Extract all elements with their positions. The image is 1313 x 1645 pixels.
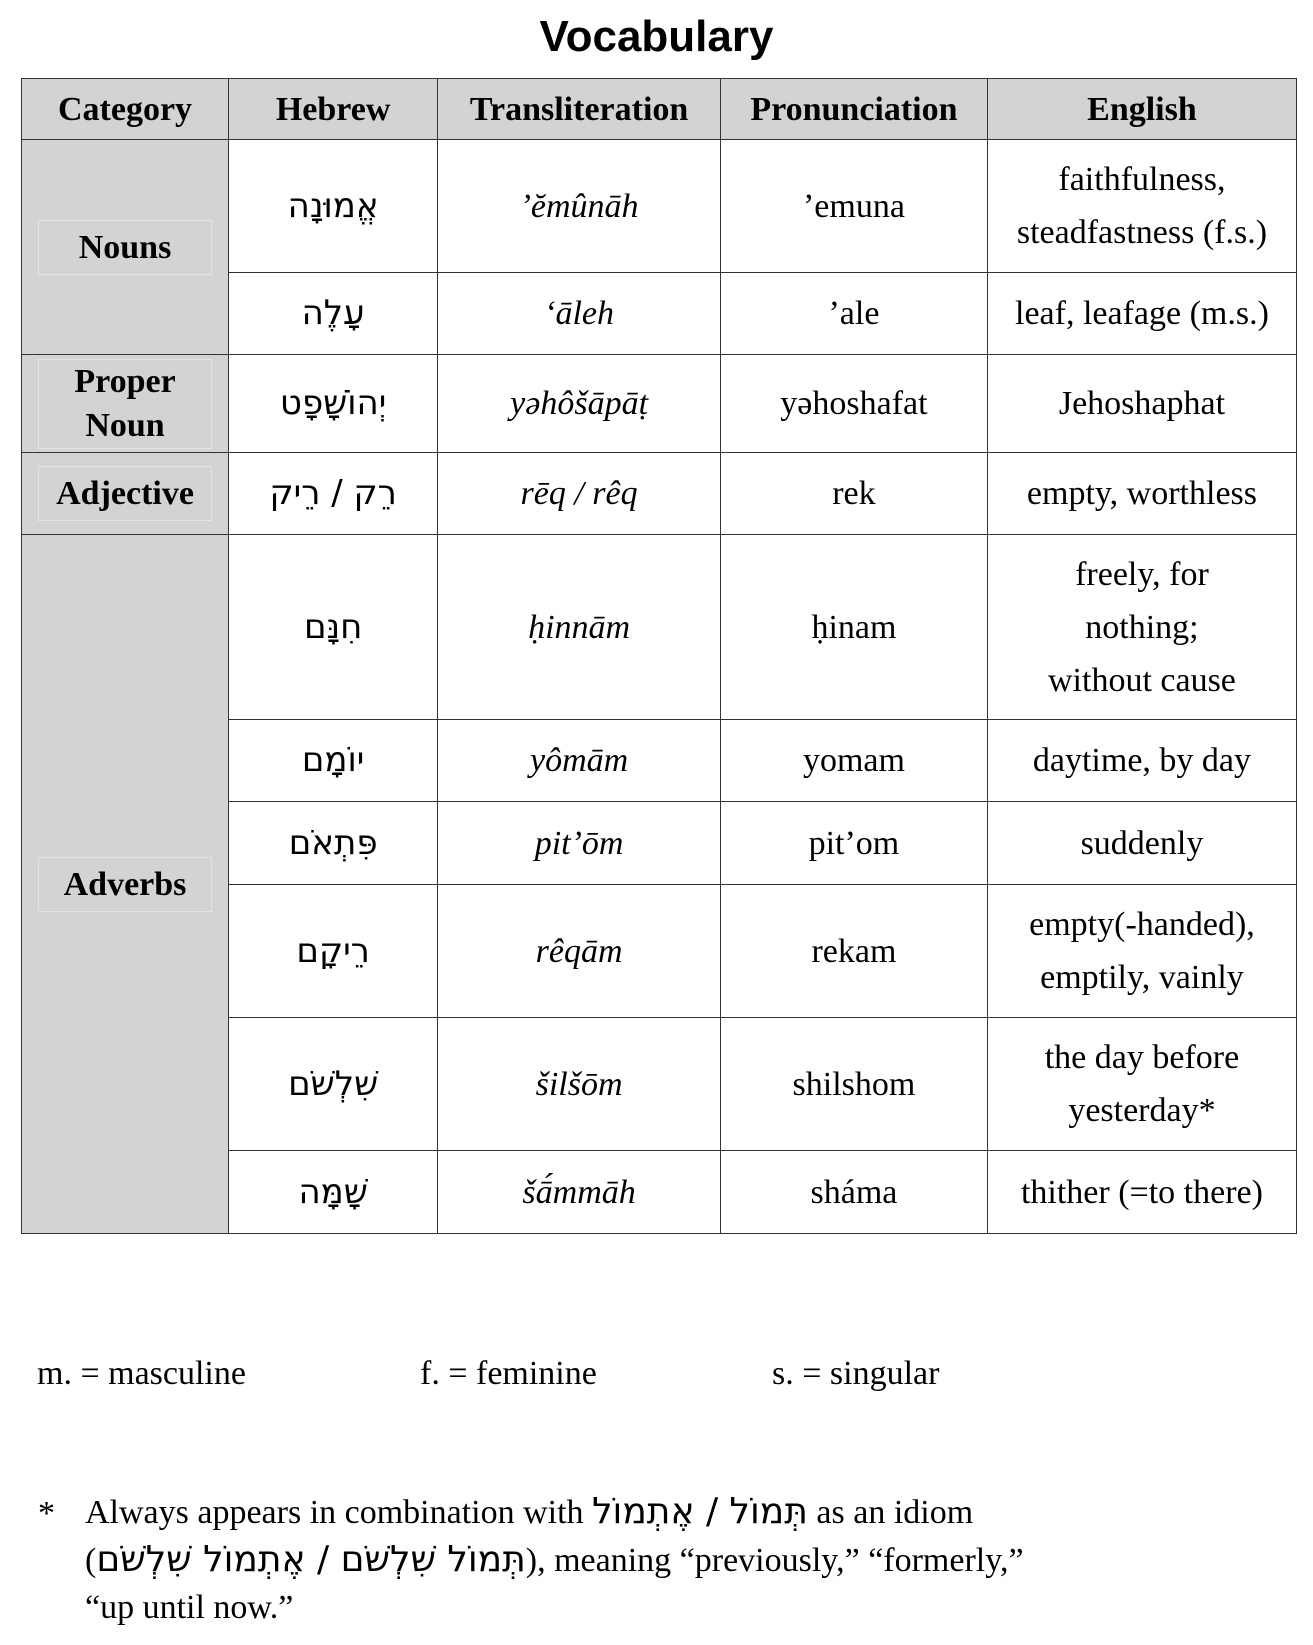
english-cell: empty, worthless bbox=[987, 453, 1296, 535]
category-adjective bbox=[22, 453, 229, 535]
english-cell: leaf, leafage (m.s.) bbox=[987, 273, 1296, 355]
header-transliteration: Transliteration bbox=[438, 79, 721, 140]
pronunciation-cell: rek bbox=[720, 453, 987, 535]
english-line: empty(-handed), bbox=[1029, 906, 1255, 943]
english-line: nothing; bbox=[1085, 608, 1199, 646]
hebrew-cell: יְהוֹשָׁפָט bbox=[229, 355, 438, 453]
english-line: yesterday* bbox=[1068, 1092, 1216, 1129]
transliteration-cell: ʼĕmûnāh bbox=[438, 140, 721, 273]
category-label-line: Noun bbox=[85, 406, 165, 444]
transliteration-cell: šilšōm bbox=[438, 1018, 721, 1151]
hebrew-cell: אֱמוּנָה bbox=[229, 140, 438, 273]
header-pronunciation: Pronunciation bbox=[720, 79, 987, 140]
legend-feminine: f. = feminine bbox=[420, 1355, 597, 1392]
hebrew-cell: שִׁלְשֹׁם bbox=[229, 1018, 438, 1151]
table-row bbox=[22, 355, 1297, 453]
transliteration-cell: šā́mmāh bbox=[438, 1151, 721, 1234]
table-row bbox=[22, 453, 1297, 535]
transliteration-cell: rēq / rêq bbox=[438, 453, 721, 535]
pronunciation-cell: yomam bbox=[720, 720, 987, 802]
transliteration-cell: yəhôšāpāṭ bbox=[438, 355, 721, 453]
english-line: without cause bbox=[1048, 661, 1236, 699]
footnote-text: ( bbox=[85, 1542, 97, 1579]
category-label: Adverbs bbox=[38, 857, 212, 912]
english-line: faithfulness, bbox=[1058, 161, 1226, 198]
hebrew-cell: פִּתְאֹם bbox=[229, 802, 438, 885]
category-nouns bbox=[22, 140, 229, 355]
transliteration-cell: rêqām bbox=[438, 885, 721, 1018]
english-cell bbox=[987, 140, 1296, 273]
transliteration-cell: ʻāleh bbox=[438, 273, 721, 355]
category-adverbs bbox=[22, 535, 229, 1234]
category-label: Adjective bbox=[38, 466, 212, 521]
legend-masculine: m. = masculine bbox=[37, 1355, 246, 1392]
english-cell: suddenly bbox=[987, 802, 1296, 885]
header-row bbox=[22, 79, 1297, 140]
header-category: Category bbox=[22, 79, 229, 140]
table-row bbox=[22, 535, 1297, 720]
transliteration-cell: yômām bbox=[438, 720, 721, 802]
pronunciation-cell: ʼemuna bbox=[720, 140, 987, 273]
english-cell: Jehoshaphat bbox=[987, 355, 1296, 453]
hebrew-cell: רֵק / רֵיק bbox=[229, 453, 438, 535]
english-cell bbox=[987, 885, 1296, 1018]
pronunciation-cell: ḥinam bbox=[720, 535, 987, 720]
hebrew-cell: עָלֶה bbox=[229, 273, 438, 355]
transliteration-cell: ḥinnām bbox=[438, 535, 721, 720]
english-cell: thither (=to there) bbox=[987, 1151, 1296, 1234]
footnote-hebrew: תְּמוֹל / אֶתְמוֹל bbox=[592, 1491, 808, 1532]
hebrew-cell: רֵיקָם bbox=[229, 885, 438, 1018]
header-hebrew: Hebrew bbox=[229, 79, 438, 140]
english-cell: daytime, by day bbox=[987, 720, 1296, 802]
english-line: steadfastness (f.s.) bbox=[1016, 214, 1268, 251]
pronunciation-cell: yəhoshafat bbox=[720, 355, 987, 453]
pronunciation-cell: ʼale bbox=[720, 273, 987, 355]
english-cell bbox=[987, 535, 1296, 720]
footnote-text: “up until now.” bbox=[85, 1589, 294, 1626]
footnote-text: ), meaning “previously,” “formerly,” bbox=[525, 1542, 1024, 1579]
category-label-line: Proper bbox=[74, 362, 176, 400]
footnote bbox=[85, 1488, 1265, 1631]
transliteration-cell: pitʼōm bbox=[438, 802, 721, 885]
pronunciation-cell: pitʼom bbox=[720, 802, 987, 885]
footnote-text: Always appears in combination with bbox=[85, 1494, 584, 1531]
pronunciation-cell: rekam bbox=[720, 885, 987, 1018]
english-line: freely, for bbox=[1075, 555, 1209, 593]
vocabulary-table bbox=[21, 78, 1297, 1234]
footnote-marker: * bbox=[38, 1495, 55, 1532]
table-row bbox=[22, 140, 1297, 273]
hebrew-cell: שָׁמָּה bbox=[229, 1151, 438, 1234]
footnote-hebrew: תְּמוֹל שִׁלְשֹׁם / אֶתְמוֹל שִׁלְשֹׁם bbox=[96, 1539, 526, 1580]
category-label: Nouns bbox=[38, 220, 212, 275]
header-english: English bbox=[987, 79, 1296, 140]
pronunciation-cell: sháma bbox=[720, 1151, 987, 1234]
legend-singular: s. = singular bbox=[772, 1355, 940, 1392]
category-label bbox=[38, 359, 212, 449]
pronunciation-cell: shilshom bbox=[720, 1018, 987, 1151]
category-proper-noun bbox=[22, 355, 229, 453]
page-title: Vocabulary bbox=[539, 12, 774, 61]
hebrew-cell: חִנָּם bbox=[229, 535, 438, 720]
english-line: emptily, vainly bbox=[1040, 959, 1244, 996]
english-cell bbox=[987, 1018, 1296, 1151]
english-line: the day before bbox=[1044, 1039, 1240, 1076]
footnote-text: as an idiom bbox=[816, 1494, 974, 1531]
hebrew-cell: יוֹמָם bbox=[229, 720, 438, 802]
